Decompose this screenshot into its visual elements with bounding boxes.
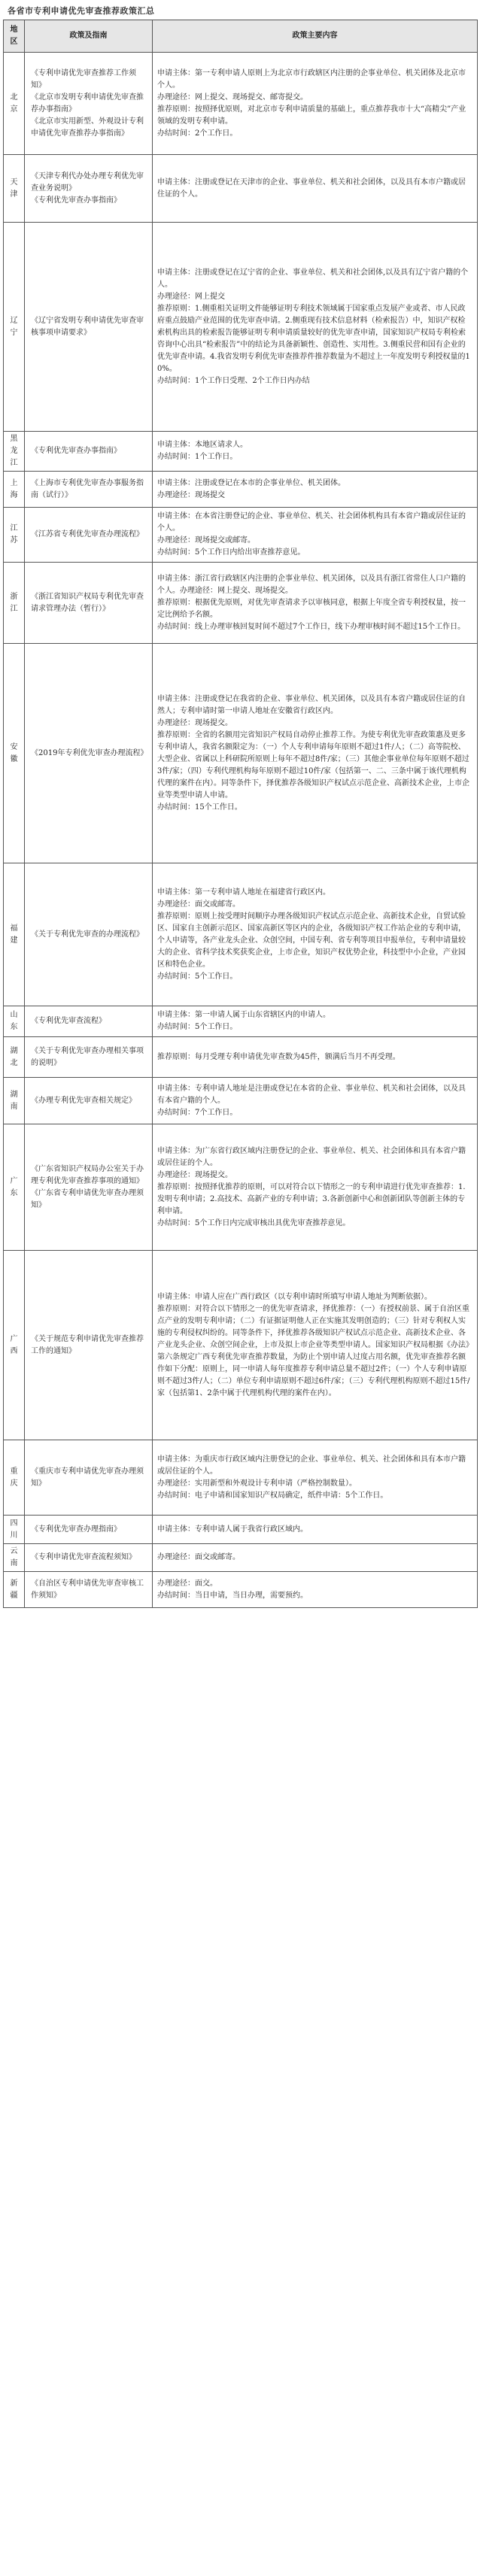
guide-cell (25, 863, 153, 1006)
region-cell: 四川 (4, 1516, 25, 1544)
region-cell: 重庆 (4, 1440, 25, 1516)
table-row (4, 508, 478, 563)
policy-guide-title: 《广东省知识产权局办公室关于办理专利优先审查推荐事项的通知》《广东省专利申请优先审查办理须知》 (31, 1164, 144, 1209)
policy-table (3, 20, 478, 1608)
region-cell: 湖南 (4, 1078, 25, 1124)
policy-content-line: 申请主体：专利申请人属于我省行政区域内。 (157, 1525, 308, 1534)
region-cell: 福建 (4, 863, 25, 1006)
content-cell (153, 53, 478, 155)
guide-cell (25, 1516, 153, 1544)
policy-guide-title: 《重庆市专利申请优先审查办理须知》 (31, 1467, 144, 1488)
policy-guide-title: 《北京市实用新型、外观设计专利申请优先审查推荐办事指南》 (31, 117, 144, 138)
content-cell (153, 1251, 478, 1440)
policy-guide-title: 《专利申请优先审查推荐工作须知》 (31, 68, 136, 90)
policy-content-line: 推荐原则：对符合以下情形之一的优先审查请求，择优推荐：（一）有授权前景、属于自治区重点产业的发明专利申请；（二）有证据证明他人正在实施其发明创造的；（三）针对专利权人实施的专利侵权纠纷的。同等条件下，择优推荐各级知识产权试点示范企业、高新技术企业、各产业龙头企业、众创空间企业，上市及拟上市企业等类型申请人。国家知识产权局根据《办法》第六条规定广西专利优先审查推荐数量，为防止个别申请人过度占用名额，优先审查推荐名额作如下分配：原则上，同一申请人每年度推荐专利申请总量不超过2件；（一）个人专利申请原则不超过3件/人；（二）单位专利申请原则不超过6件/家；（三）专利代理机构原则不超过15件/家（包括第1、2条中属于代理机构代理的案件在内）。 (157, 1304, 470, 1397)
table-row (4, 223, 478, 432)
policy-content-line: 申请主体：第一专利申请人地址在福建省行政区内。 (157, 887, 330, 897)
policy-content-line: 办结时间：电子申请和国家知识产权局确定，纸件申请：5个工作日。 (157, 1491, 388, 1500)
policy-guide-title: 《关于专利优先审查办理相关事项的说明》 (31, 1046, 144, 1067)
content-cell (153, 1006, 478, 1037)
region-cell: 浙江 (4, 563, 25, 644)
policy-content-line: 申请主体：在本省注册登记的企业、事业单位、机关、社会团体机构具有本省户籍或居住证的个人。 (157, 512, 466, 532)
policy-content-line: 申请主体：注册或登记在我省的企业、事业单位、机关团体，以及具有本省户籍或居住证的自然人；专利申请时第一申请人地址在安徽省行政区内。 (157, 694, 466, 715)
region-cell: 云南 (4, 1544, 25, 1572)
table-row (4, 1440, 478, 1516)
policy-content-line: 推荐原则：全省的名额用完省知识产权局自动停止推荐工作。为使专利优先审查政策惠及更多专利申请人，我省名额限定为：（一）个人专利申请每年原则不超过1件/人；（二）高等院校、大型企业、省属以上科研院所原则上每年不超过8件/家；（三）其他企事业单位每年原则不超过3件/家；（四）专利代理机构每年原则不超过10件/家（包括第一、二、三条中属于该代理机构代理的案件在内）。同等条件下，择优推荐各级知识产权试点示范企业、高新技术企业，上市企业等类型申请人申请。 (157, 730, 469, 800)
content-cell (153, 1078, 478, 1124)
region-cell: 黑龙江 (4, 432, 25, 472)
page-title: 各省市专利申请优先审查推荐政策汇总 (8, 6, 155, 16)
policy-content-line: 办理途径：面交。 (157, 1579, 217, 1588)
header-content: 政策主要内容 (153, 20, 478, 53)
policy-content-line: 申请主体：注册或登记在辽宁省的企业、事业单位、机关和社会团体,以及具有辽宁省户籍的个人。 (157, 268, 469, 289)
guide-cell (25, 1037, 153, 1078)
table-row (4, 1572, 478, 1608)
policy-content-line: 申请主体：第一专利申请人原则上为北京市行政辖区内注册的企事业单位、机关团体及北京市个人。 (157, 68, 466, 90)
policy-content-line: 办结时间：5个工作日。 (157, 972, 238, 981)
region-cell: 北京 (4, 53, 25, 155)
content-cell (153, 223, 478, 432)
policy-content-line: 办理途径：网上提交 (157, 292, 225, 301)
policy-content-line: 办结时间：线上办理审核回复时间不超过7个工作日，线下办理审核时间不超过15个工作日。 (157, 622, 466, 631)
header-guide: 政策及指南 (25, 20, 153, 53)
policy-guide-title: 《专利优先审查办事指南》 (31, 447, 121, 455)
policy-content-line: 办理途径：现场提交或邮寄。 (157, 536, 255, 545)
table-row (4, 1544, 478, 1572)
policy-content-line: 办结时间：5个工作日。 (157, 1023, 238, 1031)
policy-guide-title: 《辽宁省发明专利申请优先审查审核事项申请要求》 (31, 316, 144, 337)
policy-content-line: 申请主体：注册或登记在本市的企事业单位、机关团体。 (157, 478, 345, 487)
policy-guide-title: 《上海市专利优先审查办事服务指南（试行）》 (31, 478, 144, 499)
content-cell (153, 1572, 478, 1608)
header-region: 地区 (4, 20, 25, 53)
policy-guide-title: 《关于规范专利申请优先审查推荐工作的通知》 (31, 1334, 144, 1355)
policy-guide-title: 《办理专利优先审查相关规定》 (31, 1096, 136, 1105)
policy-content-line: 推荐原则：根据优先原则，对优先审查请求予以审核同意，根据上年度全省专利授权量，按一定比例给予名额。 (157, 598, 466, 619)
table-row (4, 472, 478, 508)
policy-guide-title: 《专利优先审查办事指南》 (31, 196, 121, 205)
content-cell (153, 1440, 478, 1516)
table-row (4, 155, 478, 223)
content-cell (153, 563, 478, 644)
guide-cell (25, 472, 153, 508)
content-cell (153, 1124, 478, 1251)
content-cell (153, 155, 478, 223)
policy-content-line: 申请主体：注册或登记在天津市的企业、事业单位、机关和社会团体，以及具有本市户籍或居住证的个人。 (157, 177, 466, 199)
content-cell (153, 1037, 478, 1078)
guide-cell (25, 1251, 153, 1440)
guide-cell (25, 1440, 153, 1516)
region-cell: 湖北 (4, 1037, 25, 1078)
guide-cell (25, 53, 153, 155)
policy-guide-title: 《专利申请优先审查流程须知》 (31, 1553, 136, 1561)
policy-content-line: 推荐原则：按照择优原则，对北京市专利申请质量的基础上，重点推荐我市十大“高精尖”产业领域的发明专利申请。 (157, 105, 466, 126)
table-row (4, 1516, 478, 1544)
policy-content-line: 办结时间：5个工作日内完成审核出具优先审查推荐意见。 (157, 1218, 351, 1227)
table-row (4, 1251, 478, 1440)
region-cell: 山东 (4, 1006, 25, 1037)
policy-guide-title: 《自治区专利申请优先审查审核工作须知》 (31, 1579, 144, 1600)
region-cell: 上海 (4, 472, 25, 508)
policy-content-line: 办理途径：现场提交。 (157, 1170, 232, 1179)
table-header-row (4, 20, 478, 53)
table-row (4, 1124, 478, 1251)
policy-content-line: 办结时间：1个工作日受理、2个工作日内办结 (157, 376, 310, 385)
region-cell: 江苏 (4, 508, 25, 563)
policy-content-line: 申请主体：为重庆市行政区域内注册登记的企业、事业单位、机关、社会团体和具有本市户籍或居住证的个人。 (157, 1455, 466, 1476)
table-row (4, 1037, 478, 1078)
policy-content-line: 办结时间：5个工作日内给出审查推荐意见。 (157, 548, 305, 557)
policy-guide-title: 《2019年专利优先审查办理流程》 (31, 748, 148, 757)
policy-content-line: 推荐原则：原则上按受理时间顺序办理各级知识产权试点示范企业、高新技术企业，自贸试验区、国家自主创新示范区、国家高新区等区内的企业，各级知识产权工作站企业的专利申请，个人申请等，各产业龙头企业、众创空间，中国专利、省专利等项目申报单位，专利申请量较大的企业、省科学技术奖获奖企业，上市企业，知识产权优势企业，科技型中小企业，产业园区和特色企业。 (157, 912, 466, 969)
policy-content-line: 推荐原则：按照择优推荐的原则，可以对符合以下情形之一的专利申请进行优先审查推荐：1.发明专利申请；2.高技术、高新产业的专利申请；3.各新创新中心和创新团队等创新主体的专利申请。 (157, 1182, 466, 1215)
policy-guide-title: 《关于专利优先审查的办理流程》 (31, 930, 144, 939)
policy-content-line: 办结时间：1个工作日。 (157, 453, 238, 461)
content-cell (153, 508, 478, 563)
table-body (4, 53, 478, 1608)
policy-content-line: 办结时间：当日申请，当日办理，需要预约。 (157, 1591, 308, 1600)
policy-content-line: 申请主体：专利申请人地址是注册或登记在本省的企业、事业单位、机关和社会团体，以及具有本省户籍的个人。 (157, 1084, 466, 1105)
region-cell: 新疆 (4, 1572, 25, 1608)
guide-cell (25, 1006, 153, 1037)
content-cell (153, 1544, 478, 1572)
guide-cell (25, 644, 153, 863)
guide-cell (25, 223, 153, 432)
table-row (4, 1078, 478, 1124)
policy-guide-title: 《专利优先审查流程》 (31, 1017, 106, 1025)
policy-guide-title: 《北京市发明专利申请优先审查推荐办事指南》 (31, 93, 144, 114)
guide-cell (25, 1544, 153, 1572)
policy-content-line: 推荐原则：每月受理专利申请优先审查数为45件，额满后当月不再受理。 (157, 1052, 400, 1061)
policy-content-line: 办结时间：7个工作日。 (157, 1108, 238, 1117)
region-cell: 天津 (4, 155, 25, 223)
policy-content-line: 申请主体：为广东省行政区域内注册登记的企业、事业单位、机关、社会团体和具有本省户籍或居住证的个人。 (157, 1146, 466, 1167)
table-row (4, 53, 478, 155)
content-cell (153, 472, 478, 508)
region-cell: 安徽 (4, 644, 25, 863)
table-row (4, 432, 478, 472)
policy-content-line: 办理途径：现场提交。 (157, 718, 232, 727)
policy-content-line: 办理途径：面交或邮寄。 (157, 900, 240, 909)
policy-content-line: 申请主体：浙江省行政辖区内注册的企事业单位、机关团体，以及具有浙江省常住人口户籍的个人。办理途径：网上提交、现场提交。 (157, 574, 466, 595)
content-cell (153, 644, 478, 863)
region-cell: 广西 (4, 1251, 25, 1440)
content-cell (153, 432, 478, 472)
policy-content-line: 申请主体：申请人应在广西行政区（以专利申请时所填写申请人地址为判断依据）。 (157, 1292, 432, 1301)
guide-cell (25, 1078, 153, 1124)
content-cell (153, 863, 478, 1006)
policy-guide-title: 《浙江省知识产权局专利优先审查请求管理办法（暂行）》 (31, 592, 144, 613)
region-cell: 广东 (4, 1124, 25, 1251)
table-row (4, 863, 478, 1006)
table-row (4, 563, 478, 644)
policy-content-line: 办理途径：现场提交 (157, 490, 225, 499)
guide-cell (25, 155, 153, 223)
policy-content-line: 办理途径：面交或邮寄。 (157, 1553, 240, 1561)
policy-content-line: 办理途径：实用新型和外观设计专利申请（严格控制数量）。 (157, 1479, 357, 1488)
guide-cell (25, 508, 153, 563)
policy-content-line: 办结时间：15个工作日。 (157, 803, 242, 812)
policy-content-line: 申请主体：第一申请人属于山东省辖区内的申请人。 (157, 1011, 330, 1019)
guide-cell (25, 1124, 153, 1251)
guide-cell (25, 563, 153, 644)
content-cell (153, 1516, 478, 1544)
policy-guide-title: 《专利优先审查办理指南》 (31, 1525, 121, 1534)
policy-content-line: 推荐原则：1.侧重相关证明文件能够证明专利技术领域属于国家重点发展产业或者、市人民政府重点鼓励产业范围的优先审查申请。2.侧重现有技术信息材料（检索报告）中，知识产权检索机构出具的检索报告能够证明专利申请质量较好的优先审查申请，国家知识产权局专利检索咨询中心出具“检索报告”中的结论为具备新颖性、创造性、实用性。3.侧重民营和国有企业的优先审查申请。4.我省发明专利优先审查推荐件推荐数量为不超过上一年度发明专利授权量的10%。 (157, 304, 470, 373)
table-row (4, 1006, 478, 1037)
policy-content-line: 申请主体：本地区请求人。 (157, 441, 248, 449)
guide-cell (25, 1572, 153, 1608)
guide-cell (25, 432, 153, 472)
policy-guide-title: 《天津专利代办处办理专利优先审查业务说明》 (31, 171, 144, 193)
policy-content-line: 办理途径：网上提交、现场提交、邮寄提交。 (157, 93, 308, 102)
region-cell: 辽宁 (4, 223, 25, 432)
table-row (4, 644, 478, 863)
policy-guide-title: 《江苏省专利优先审查办理流程》 (31, 530, 144, 539)
policy-content-line: 办结时间：2个工作日。 (157, 129, 238, 138)
